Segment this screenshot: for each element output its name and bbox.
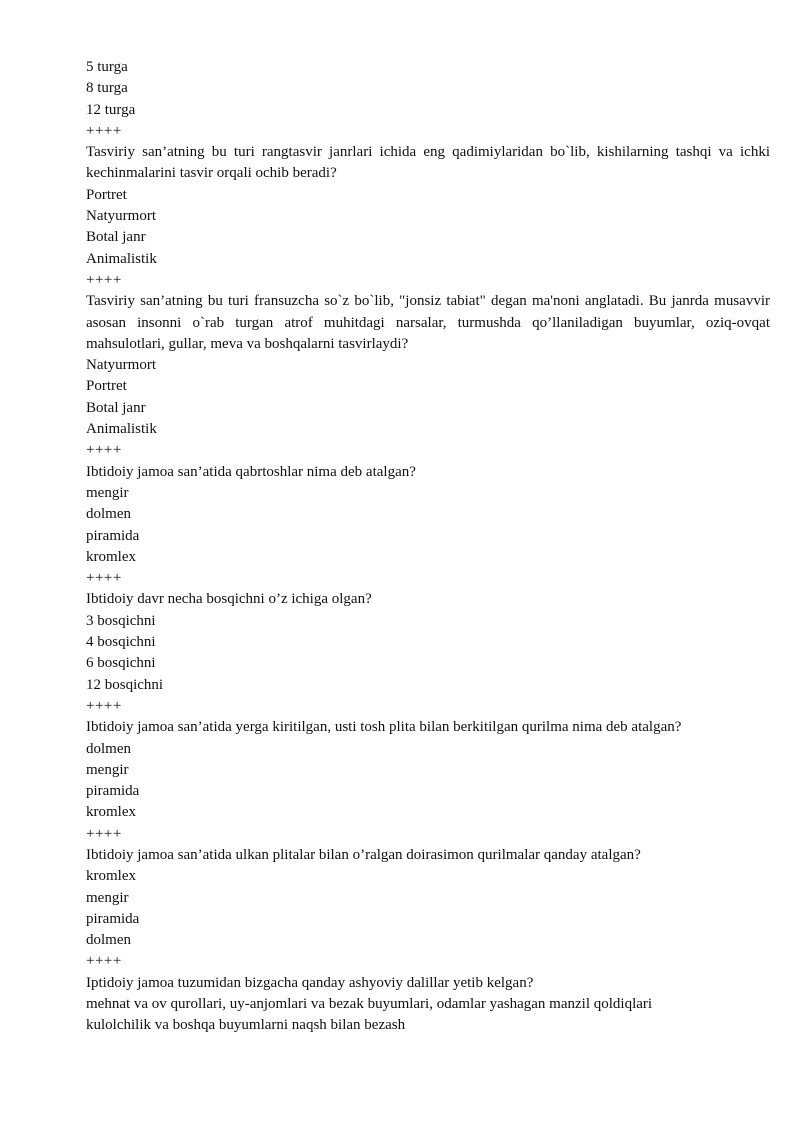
answer-option: kromlex [86,804,136,821]
answer-option: piramida [86,910,140,927]
answer-option: kulolchilik va boshqa buyumlarni naqsh bilan bezash [86,1017,406,1034]
answer-option: Portret [86,186,127,203]
answer-option: 4 bosqichni [86,634,156,651]
question-text: Ibtidoiy davr necha bosqichni o’z ichiga olgan? [86,591,372,608]
answer-option: Natyurmort [86,208,156,225]
answer-option: dolmen [86,740,131,757]
question-separator: ++++ [86,442,122,459]
answer-option: 3 bosqichni [86,612,156,629]
document-page [86,57,770,1037]
answer-option: Botal janr [86,229,146,246]
question-separator: ++++ [86,825,122,842]
question-separator: ++++ [86,570,122,587]
question-block [86,845,770,973]
question-block [86,973,770,1037]
answer-option: Animalistik [86,250,157,267]
question-block [86,462,770,590]
answer-option: Portret [86,378,127,395]
answer-option: 8 turga [86,80,128,97]
question-text: Tasviriy san’atning bu turi fransuzcha so`z bo`lib, "jonsiz tabiat" degan ma'noni anglatadi. Bu janrda musavvir asosan insonni o`rab turgan atrof muhitdagi narsalar, turmushda qo’llaniladigan buyumlar, oziq-ovqat mahsulotlari, gullar, meva va boshqalarni tasvirlaydi? [86,293,770,352]
question-separator: ++++ [86,697,122,714]
answer-option: mehnat va ov qurollari, uy-anjomlari va bezak buyumlari, odamlar yashagan manzil qoldiqlari [86,996,653,1013]
answer-option: dolmen [86,506,131,523]
question-text: Ibtidoiy jamoa san’atida yerga kiritilgan, usti tosh plita bilan berkitilgan qurilma nima deb atalgan? [86,719,682,736]
answer-option: Animalistik [86,421,157,438]
answer-option: piramida [86,783,140,800]
answer-option: kromlex [86,548,136,565]
answer-option: mengir [86,484,129,501]
question-block [86,142,770,291]
question-block [86,589,770,717]
question-text: Ibtidoiy jamoa san’atida ulkan plitalar bilan o’ralgan doirasimon qurilmalar qanday atalgan? [86,846,641,863]
answer-option: 6 bosqichni [86,655,156,672]
answer-option: Botal janr [86,399,146,416]
answer-option: mengir [86,761,129,778]
answer-option: piramida [86,527,140,544]
question-text: Ibtidoiy jamoa san’atida qabrtoshlar nima deb atalgan? [86,463,416,480]
answer-option: 12 bosqichni [86,676,164,693]
answer-option: Natyurmort [86,357,156,374]
answer-option: mengir [86,889,129,906]
question-block [86,291,770,461]
answer-option: 12 turga [86,101,136,118]
question-text: Iptidoiy jamoa tuzumidan bizgacha qanday ashyoviy dalillar yetib kelgan? [86,974,534,991]
answer-option: dolmen [86,932,131,949]
question-block [86,717,770,845]
question-separator: ++++ [86,953,122,970]
question-separator: ++++ [86,271,122,288]
answer-option: kromlex [86,868,136,885]
question-separator: ++++ [86,122,122,139]
question-block [86,57,770,142]
answer-option: 5 turga [86,59,128,75]
question-text: Tasviriy san’atning bu turi rangtasvir janrlari ichida eng qadimiylaridan bo`lib, kishilarning tashqi va ichki kechinmalarini tasvir orqali ochib beradi? [86,144,770,182]
